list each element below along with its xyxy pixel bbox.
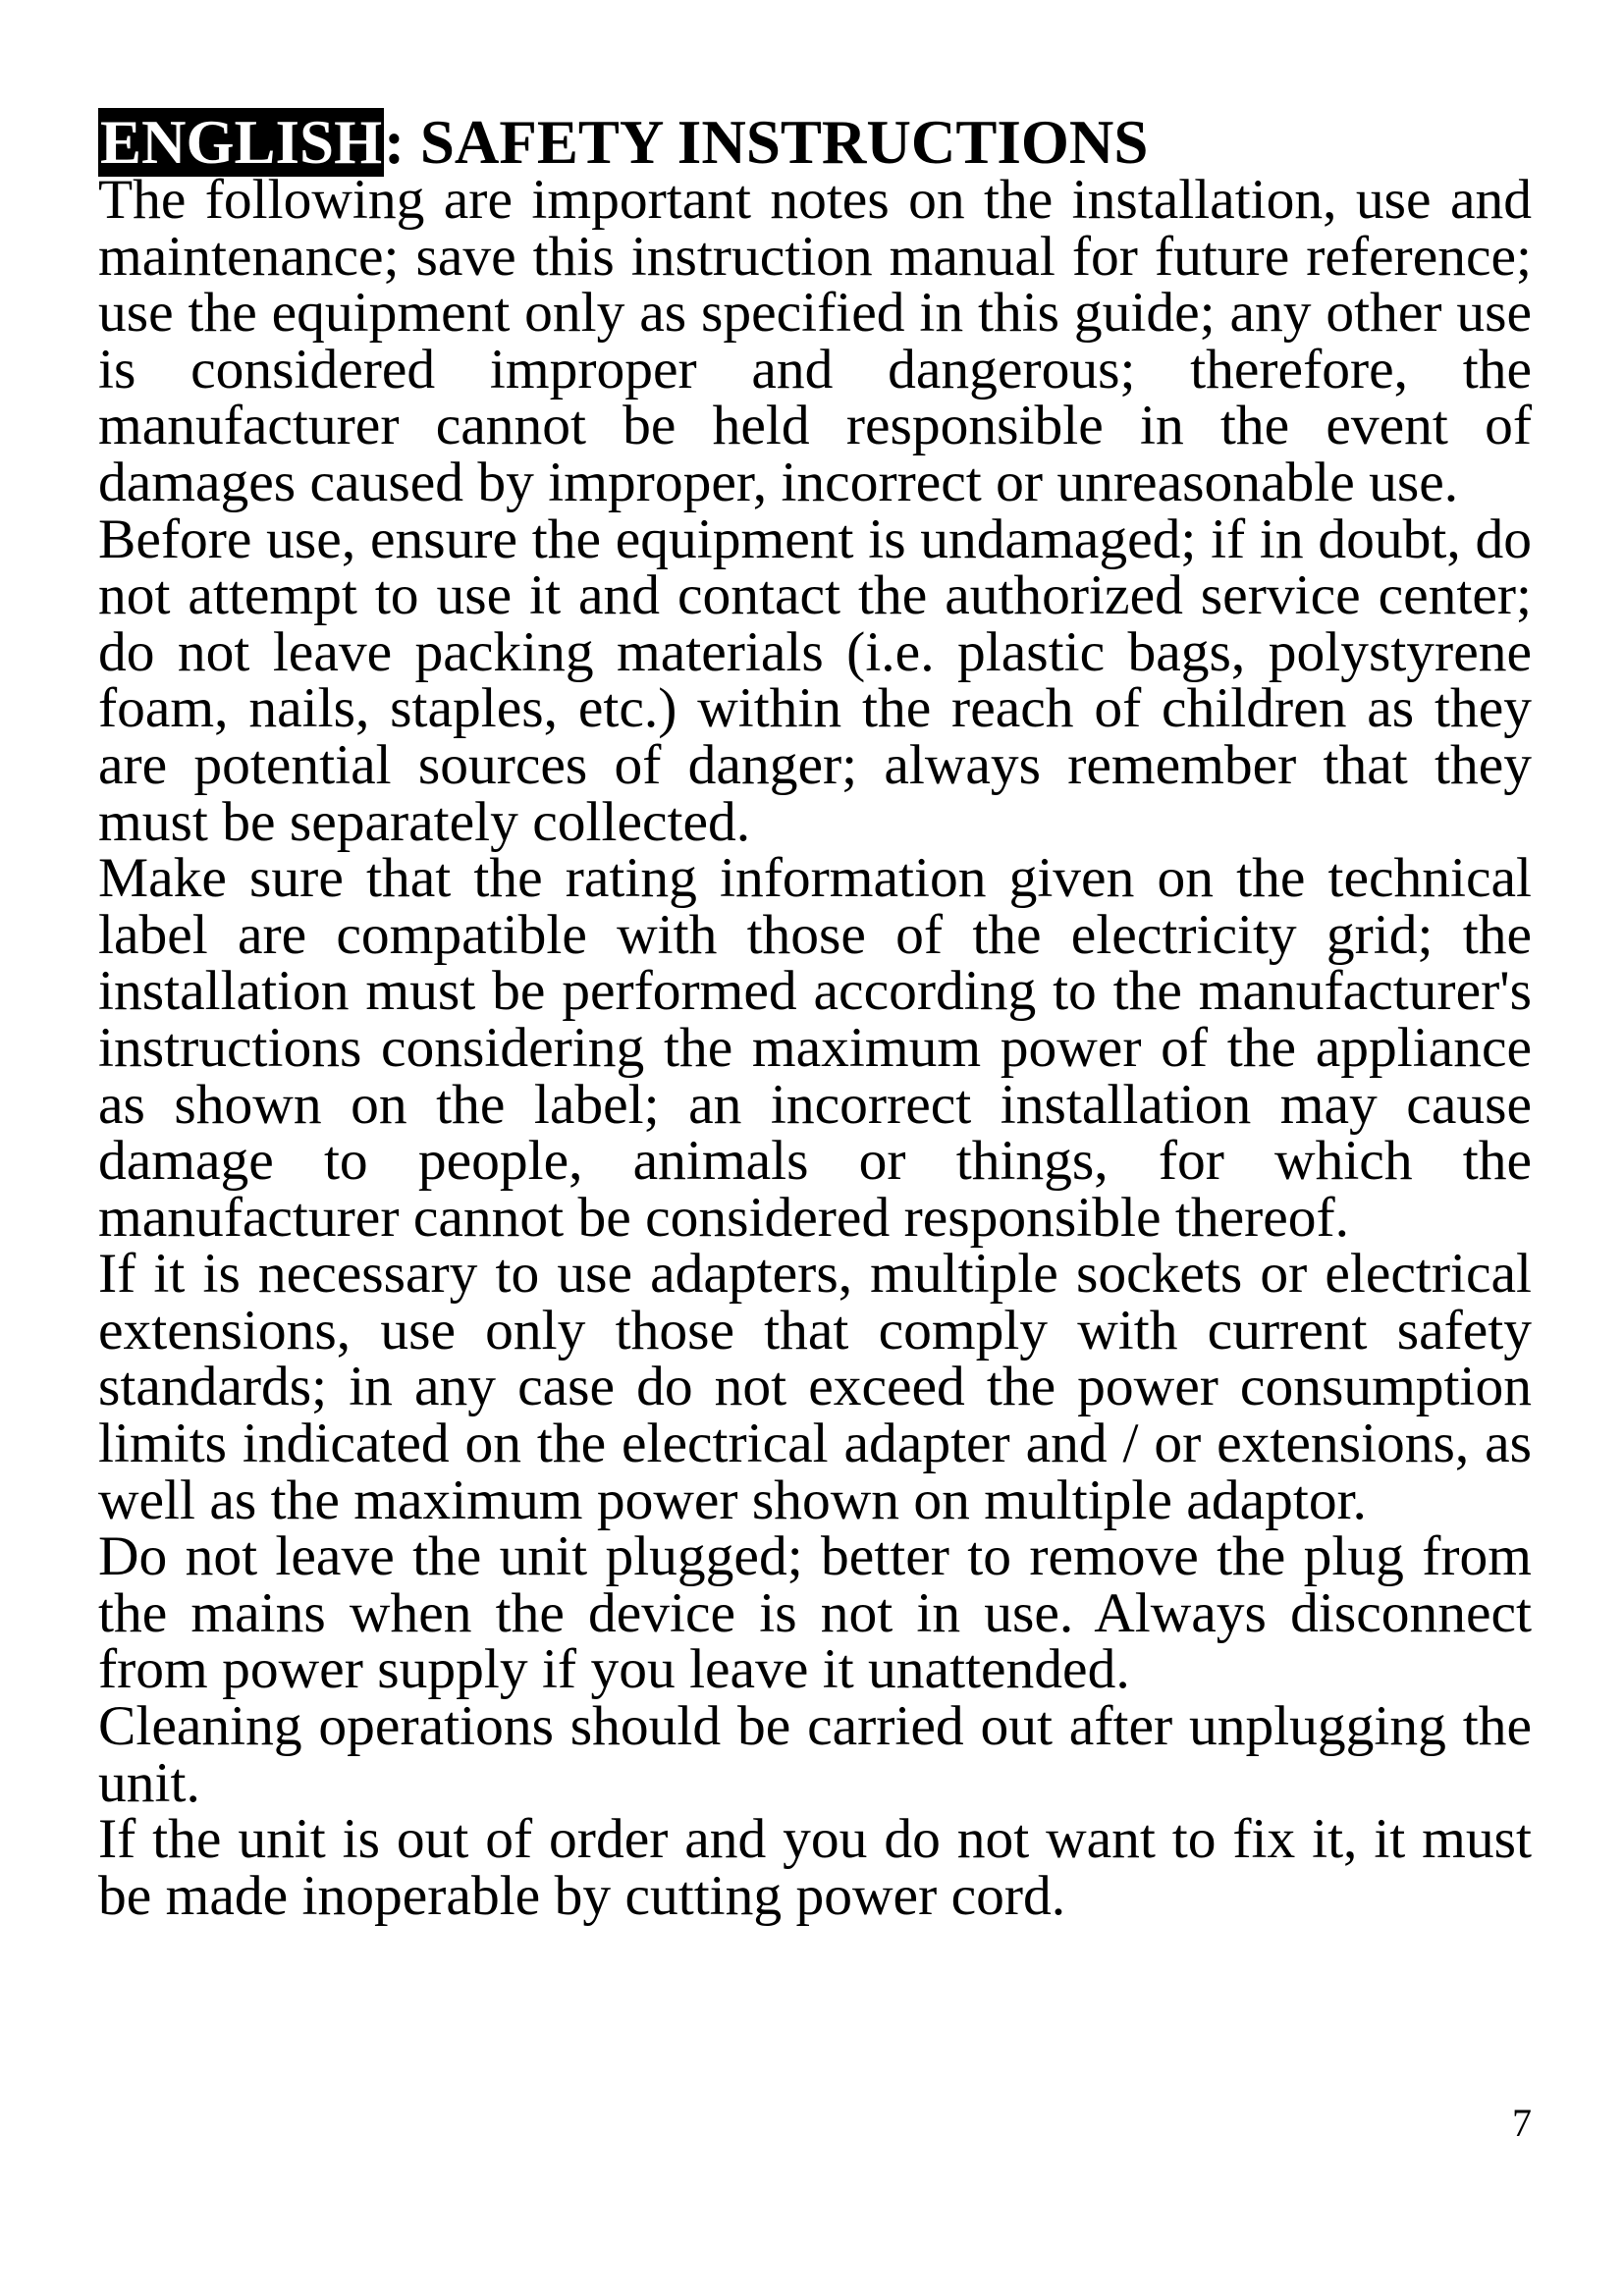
language-label: ENGLISH [100,108,383,177]
paragraph-before-use: Before use, ensure the equipment is undamaged; if in doubt, do not attempt to use it and contact the authorized service center; do not leave packing materials (i.e. plastic bags, polystyrene foam, nails, staples, etc.) within the reach of children as they are potential sources of danger; always remember that they must be separately collected. [98,507,1532,853]
paragraph-adapters: If it is necessary to use adapters, multiple sockets or electrical extensions, use only those that comply with current safety standards; in any case do not exceed the power consumption limits indicated on the electrical adapter and / or extensions, as well as the maximum power shown on multiple adaptor. [98,1243,1532,1531]
paragraph-general-notes: The following are important notes on the installation, use and maintenance; save this instruction manual for future reference; use the equipment only as specified in this guide; any other use is considered improper and dangerous; therefore, the manufacturer cannot be held responsible in the event of damages caused by improper, incorrect or unreasonable use. [98,169,1532,513]
paragraph-unplug: Do not leave the unit plugged; better to remove the plug from the mains when the device is not in use. Always disconnect from power supply if you leave it unattended. [98,1525,1532,1701]
paragraph-rating-information: Make sure that the rating information given on the technical label are compatible with those of the electricity grid; the installation must be performed according to the manufacturer's instructions considering the maximum power of the appliance as shown on the label; an incorrect installation may cause damage to people, animals or things, for which the manufacturer cannot be considered responsible thereof. [98,847,1532,1249]
paragraph-out-of-order: If the unit is out of order and you do not want to fix it, it must be made inoperable by cutting power cord. [98,1808,1532,1927]
paragraph-cleaning: Cleaning operations should be carried out after unplugging the unit. [98,1695,1532,1814]
heading-title: SAFETY INSTRUCTIONS [419,108,1149,177]
page-number: 7 [1512,2101,1532,2145]
safety-instructions-section [98,108,1532,1927]
section-heading [98,108,1532,177]
heading-separator: : [384,108,406,177]
